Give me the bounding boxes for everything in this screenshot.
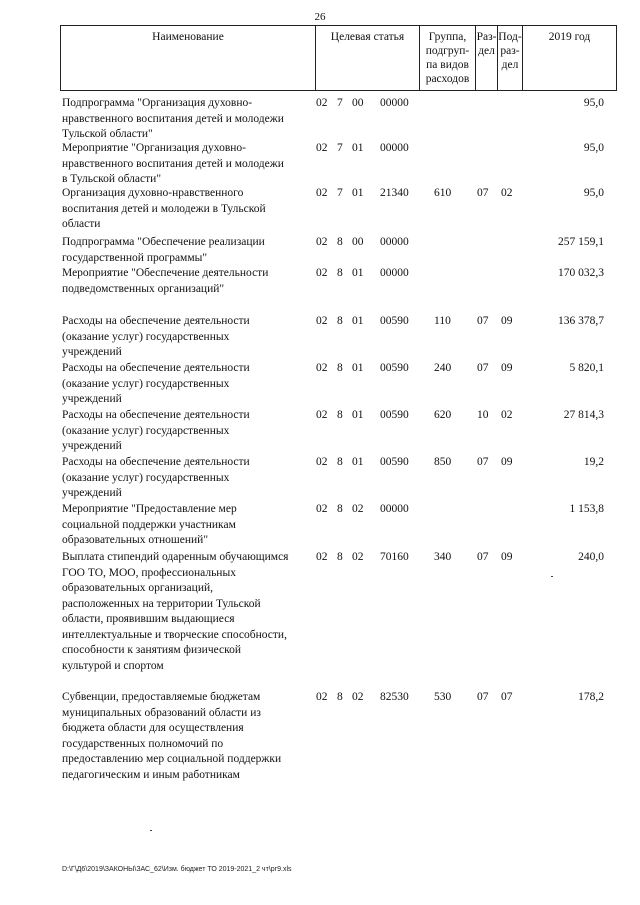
target-code-direction: 00590 [380, 315, 409, 327]
file-path-footer: D:\Г\Д6\2019\ЗАКОНЫ\ЗАС_62\Изм. бюджет ТО 2019-2021_2 чт\рг9.xls [62, 866, 292, 873]
row-name [62, 361, 310, 408]
row-name-line: подведомственных организаций" [62, 282, 225, 295]
target-code-program: 02 [316, 187, 328, 199]
target-code-event: 01 [352, 187, 364, 199]
expense-group: 530 [434, 691, 452, 703]
header-year-text: 2019 год [548, 31, 591, 43]
row-name-line: учреждений [62, 487, 122, 499]
row-name-line: образовательных отношений" [62, 534, 209, 546]
row-name-line: Субвенции, предоставляемые бюджетам [62, 691, 261, 703]
row-name-line: (оказание услуг) государственных [62, 377, 230, 390]
target-code-subprogram: 8 [337, 315, 343, 327]
scan-speck [551, 576, 553, 577]
target-code-event: 02 [352, 551, 364, 563]
row-name-line: интеллектуальные и творческие способности, [62, 628, 287, 641]
row-name-line: бюджета области для осуществления [62, 722, 244, 734]
amount-2019: 240,0 [578, 551, 604, 563]
target-code-subprogram: 8 [337, 691, 343, 703]
target-code-direction: 00000 [380, 97, 409, 109]
amount-2019: 19,2 [583, 456, 604, 468]
target-code-program: 02 [316, 315, 328, 327]
target-code-event: 02 [352, 691, 364, 703]
header-podrazdel-line: раз- [500, 45, 520, 57]
row-name-line: ГОО ТО, МОО, профессиональных [62, 566, 236, 579]
row-name-line: воспитания детей и молодежи в Тульской [62, 202, 266, 215]
row-name-line: Расходы на обеспечение деятельности [62, 362, 250, 374]
target-code-subprogram: 8 [337, 236, 343, 248]
row-name-line: способности к занятиям физической [62, 644, 242, 656]
razdel-code: 07 [477, 456, 489, 468]
amount-2019: 170 032,3 [558, 267, 604, 279]
target-code-program: 02 [316, 691, 328, 703]
razdel-code: 07 [477, 551, 489, 563]
target-code-program: 02 [316, 503, 328, 515]
row-name-line: (оказание услуг) государственных [62, 424, 230, 437]
header-group-line: Группа, [428, 31, 467, 43]
row-name-line: государственных полномочий по [62, 737, 224, 750]
row-name [62, 455, 310, 502]
row-name-line: Мероприятие "Предоставление мер [62, 503, 237, 515]
header-group [419, 26, 475, 90]
header-name [61, 26, 315, 90]
amount-2019: 27 814,3 [563, 409, 604, 421]
target-code-subprogram: 8 [337, 503, 343, 515]
header-year [522, 26, 616, 90]
row-name-line: Организация духовно-нравственного [62, 187, 244, 199]
target-code-direction: 00000 [380, 236, 409, 248]
header-podrazdel-line: Под- [498, 31, 522, 43]
target-code-event: 00 [352, 236, 364, 248]
row-name [62, 408, 310, 455]
target-code-subprogram: 8 [337, 409, 343, 421]
row-name-line: Расходы на обеспечение деятельности [62, 456, 250, 468]
row-name [62, 550, 310, 674]
row-name-line: образовательных организаций, [62, 582, 213, 594]
row-name-line: Выплата стипендий одаренным обучающимся [62, 551, 289, 563]
scan-speck [150, 830, 152, 831]
target-code-program: 02 [316, 267, 328, 279]
target-code-event: 01 [352, 456, 364, 468]
expense-group: 110 [434, 315, 451, 327]
target-code-program: 02 [316, 236, 328, 248]
target-code-program: 02 [316, 456, 328, 468]
header-razdel-line: дел [478, 45, 495, 57]
row-name-line: педагогическим и иным работникам [62, 768, 240, 781]
row-name-line: Мероприятие "Организация духовно- [62, 142, 247, 154]
amount-2019: 178,2 [578, 691, 604, 703]
row-name [62, 186, 310, 233]
target-code-direction: 00000 [380, 142, 409, 154]
target-code-event: 02 [352, 503, 364, 515]
row-name-line: муниципальных образований области из [62, 706, 261, 719]
row-name-line: области, проявившим выдающиеся [62, 613, 235, 625]
row-name-line: учреждений [62, 440, 122, 452]
podrazdel-code: 09 [501, 362, 513, 374]
header-group-line: подгруп- [425, 45, 470, 57]
row-name-line: Расходы на обеспечение деятельности [62, 315, 250, 327]
row-name-line: учреждений [62, 346, 122, 358]
header-target [315, 26, 419, 90]
target-code-subprogram: 8 [337, 267, 343, 279]
razdel-code: 07 [477, 362, 489, 374]
row-name [62, 314, 310, 361]
header-group-line: расходов [425, 73, 470, 85]
target-code-event: 01 [352, 267, 364, 279]
target-code-direction: 00590 [380, 456, 409, 468]
header-razdel [475, 26, 497, 90]
expense-group: 240 [434, 362, 452, 374]
row-name-line: расположенных на территории Тульской [62, 597, 261, 610]
target-code-subprogram: 7 [337, 142, 343, 154]
expense-group: 340 [434, 551, 452, 563]
target-code-event: 01 [352, 409, 364, 421]
row-name-line: Подпрограмма "Обеспечение реализации [62, 236, 265, 248]
target-code-program: 02 [316, 142, 328, 154]
table-header [60, 25, 617, 91]
razdel-code: 07 [477, 315, 489, 327]
amount-2019: 5 820,1 [569, 362, 604, 374]
target-code-direction: 00000 [380, 503, 409, 515]
target-code-event: 01 [352, 362, 364, 374]
amount-2019: 95,0 [583, 97, 604, 109]
row-name [62, 266, 310, 297]
row-name [62, 502, 310, 549]
header-podrazdel-line: дел [501, 59, 519, 71]
row-name-line: учреждений [62, 393, 122, 405]
amount-2019: 1 153,8 [569, 503, 604, 515]
podrazdel-code: 09 [501, 315, 513, 327]
podrazdel-code: 09 [501, 551, 513, 563]
expense-group: 850 [434, 456, 452, 468]
expense-group: 610 [434, 187, 452, 199]
target-code-program: 02 [316, 409, 328, 421]
podrazdel-code: 02 [501, 187, 513, 199]
target-code-direction: 00590 [380, 409, 409, 421]
row-name [62, 141, 310, 188]
header-razdel-line: Раз- [476, 31, 497, 43]
target-code-event: 01 [352, 142, 364, 154]
target-code-subprogram: 8 [337, 551, 343, 563]
amount-2019: 95,0 [583, 187, 604, 199]
row-name-line: государственной программы" [62, 251, 208, 264]
row-name-line: Подпрограмма "Организация духовно- [62, 97, 253, 109]
row-name-line: социальной поддержки участникам [62, 518, 236, 531]
target-code-event: 00 [352, 97, 364, 109]
row-name-line: (оказание услуг) государственных [62, 330, 230, 343]
row-name [62, 690, 310, 783]
row-name-line: области [62, 218, 101, 230]
target-code-subprogram: 8 [337, 456, 343, 468]
row-name-line: Мероприятие "Обеспечение деятельности [62, 267, 269, 279]
target-code-program: 02 [316, 362, 328, 374]
row-name-line: культурой и спортом [62, 659, 164, 672]
target-code-direction: 21340 [380, 187, 409, 199]
razdel-code: 07 [477, 691, 489, 703]
target-code-event: 01 [352, 315, 364, 327]
razdel-code: 07 [477, 187, 489, 199]
row-name-line: Тульской области" [62, 128, 153, 140]
row-name-line: Расходы на обеспечение деятельности [62, 409, 250, 421]
row-name-line: (оказание услуг) государственных [62, 471, 230, 484]
row-name-line: нравственного воспитания детей и молодежи [62, 112, 284, 125]
amount-2019: 136 378,7 [558, 315, 604, 327]
target-code-subprogram: 7 [337, 187, 343, 199]
header-name-text: Наименование [152, 31, 224, 43]
podrazdel-code: 09 [501, 456, 513, 468]
row-name-line: в Тульской области" [62, 173, 162, 185]
expense-group: 620 [434, 409, 452, 421]
target-code-program: 02 [316, 551, 328, 563]
target-code-direction: 82530 [380, 691, 409, 703]
target-code-direction: 00590 [380, 362, 409, 374]
target-code-direction: 70160 [380, 551, 409, 563]
page-number: 26 [314, 11, 326, 23]
podrazdel-code: 07 [501, 691, 513, 703]
target-code-program: 02 [316, 97, 328, 109]
row-name-line: предоставлению мер социальной поддержки [62, 753, 282, 765]
header-podrazdel [497, 26, 522, 90]
header-group-line: па видов [426, 59, 469, 71]
target-code-subprogram: 8 [337, 362, 343, 374]
podrazdel-code: 02 [501, 409, 513, 421]
row-name [62, 96, 310, 143]
razdel-code: 10 [477, 409, 489, 421]
target-code-subprogram: 7 [337, 97, 343, 109]
header-target-text: Целевая статья [330, 31, 405, 43]
target-code-direction: 00000 [380, 267, 409, 279]
row-name-line: нравственного воспитания детей и молодежи [62, 157, 284, 170]
amount-2019: 95,0 [583, 142, 604, 154]
amount-2019: 257 159,1 [558, 236, 604, 248]
row-name [62, 235, 310, 266]
